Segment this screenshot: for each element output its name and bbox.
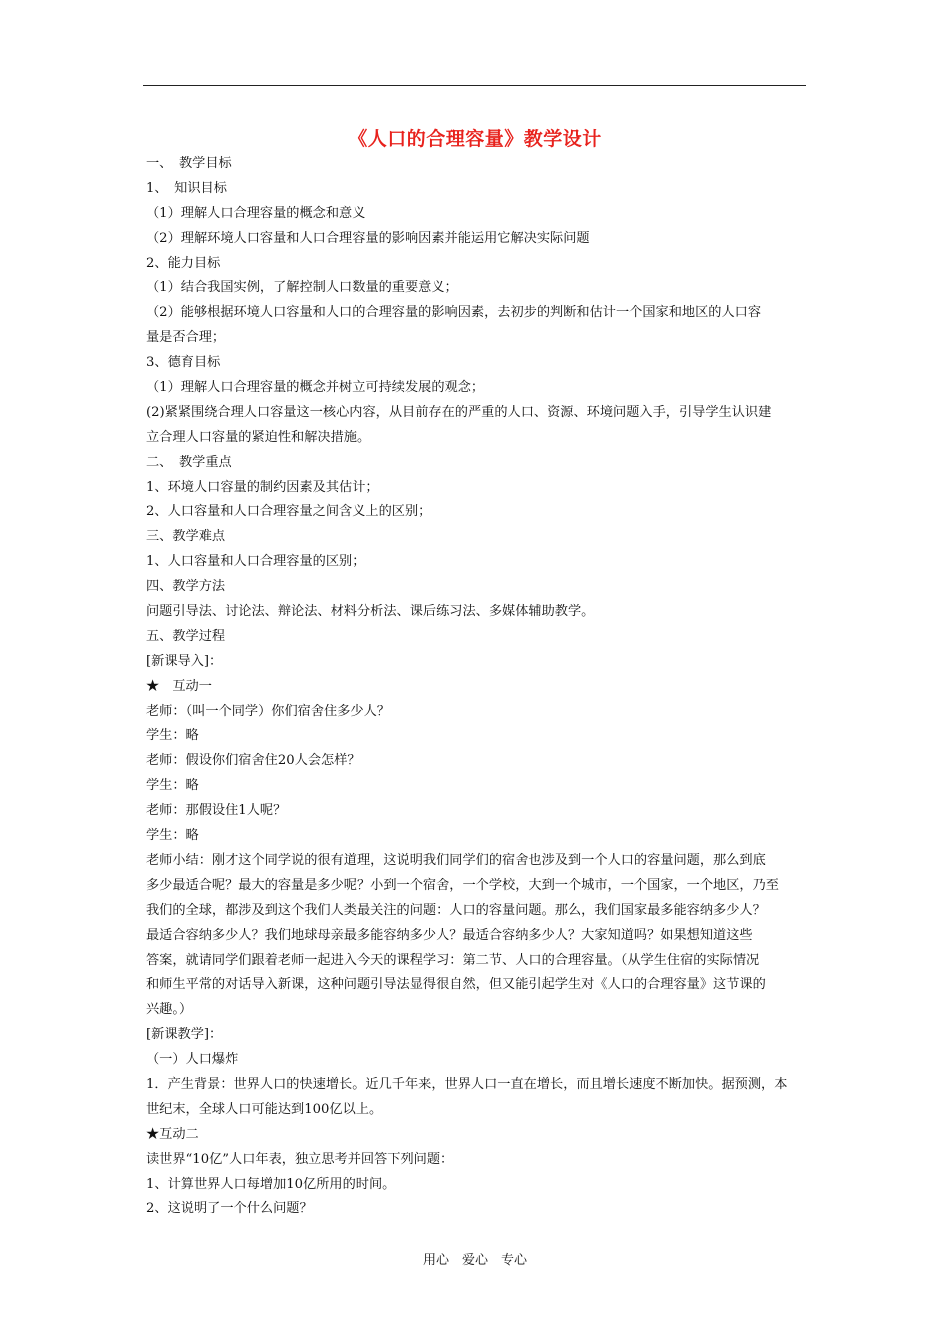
text-line: 问题引导法、讨论法、辩论法、材料分析法、课后练习法、多媒体辅助教学。 (146, 604, 595, 620)
text-line: 1、 知识目标 (146, 180, 227, 196)
text-line: 学生：略 (146, 778, 199, 794)
text-line: 兴趣。） (146, 1002, 193, 1018)
text-line: 二、 教学重点 (146, 454, 232, 470)
header-rule (143, 85, 806, 86)
text-line: 一、 教学目标 (146, 156, 232, 171)
text-line: 多少最适合呢？最大的容量是多少呢？小到一个宿舍，一个学校，大到一个城市，一个国家，一个地区，乃至 (146, 877, 779, 893)
text-line: 和师生平常的对话导入新课，这种问题引导法显得很自然，但又能引起学生对《人口的合理容量》这节课的 (146, 977, 766, 993)
text-line: （2）理解环境人口容量和人口合理容量的影响因素并能运用它解决实际问题 (146, 230, 590, 246)
text-line: 读世界“10亿”人口年表，独立思考并回答下列问题： (146, 1151, 454, 1167)
text-line: 五、教学过程 (146, 628, 226, 644)
text-line: [新课导入]： (146, 653, 223, 669)
text-line: 1、计算世界人口每增加10亿所用的时间。 (146, 1176, 396, 1192)
text-line: 2、能力目标 (146, 255, 221, 271)
page-footer: 用心 爱心 专心 (422, 1253, 527, 1268)
text-line: (2)紧紧围绕合理人口容量这一核心内容，从目前存在的严重的人口、资源、环境问题入手，引导学生认识建 (146, 404, 772, 420)
text-line: （2）能够根据环境人口容量和人口的合理容量的影响因素，去初步的判断和估计一个国家和地区的人口容 (146, 305, 762, 321)
text-line: 四、教学方法 (146, 579, 226, 595)
text-line: [新课教学]： (146, 1027, 223, 1043)
text-line: ★ 互动一 (146, 678, 212, 694)
text-line: ★互动二 (146, 1126, 199, 1142)
text-line: 最适合容纳多少人？我们地球母亲最多能容纳多少人？最适合容纳多少人？大家知道吗？如果想知道这些 (146, 927, 753, 943)
text-line: 答案，就请同学们跟着老师一起进入今天的课程学习：第二节、人口的合理容量。（从学生住宿的实际情况 (146, 952, 760, 968)
text-line: 学生：略 (146, 828, 199, 844)
text-line: 世纪末，全球人口可能达到100亿以上。 (146, 1101, 383, 1117)
text-line: 1、环境人口容量的制约因素及其估计； (146, 479, 379, 495)
text-line: 老师小结：刚才这个同学说的很有道理，这说明我们同学们的宿舍也涉及到一个人口的容量问题，那么到底 (146, 852, 766, 868)
text-line: 1、人口容量和人口合理容量的区别； (146, 554, 366, 570)
document-title: 《人口的合理容量》教学设计 (348, 128, 602, 150)
text-line: （1）理解人口合理容量的概念并树立可持续发展的观念； (146, 380, 485, 396)
text-line: 我们的全球，都涉及到这个我们人类最关注的问题：人口的容量问题。那么，我们国家最多能容纳多少人？ (146, 902, 766, 918)
text-line: 三、教学难点 (146, 529, 226, 545)
text-line: 立合理人口容量的紧迫性和解决措施。 (146, 429, 371, 445)
document-body (146, 152, 808, 1222)
text-line: （1）理解人口合理容量的概念和意义 (146, 205, 366, 221)
text-line: 2、这说明了一个什么问题？ (146, 1201, 313, 1217)
text-line: 学生：略 (146, 728, 199, 744)
text-line: （一）人口爆炸 (146, 1052, 239, 1068)
text-line: 3、德育目标 (146, 355, 221, 371)
text-line: 2、人口容量和人口合理容量之间含义上的区别； (146, 504, 432, 520)
text-line: （1）结合我国实例，了解控制人口数量的重要意义； (146, 280, 458, 296)
text-line: 1．产生背景：世界人口的快速增长。近几千年来，世界人口一直在增长，而且增长速度不断加快。据预测，本 (146, 1076, 788, 1092)
text-line: 老师：那假设住1人呢？ (146, 803, 287, 819)
text-line: 老师：假设你们宿舍住20人会怎样？ (146, 753, 361, 769)
text-line: 老师：（叫一个同学）你们宿舍住多少人？ (146, 703, 390, 719)
text-line: 量是否合理； (146, 330, 226, 346)
